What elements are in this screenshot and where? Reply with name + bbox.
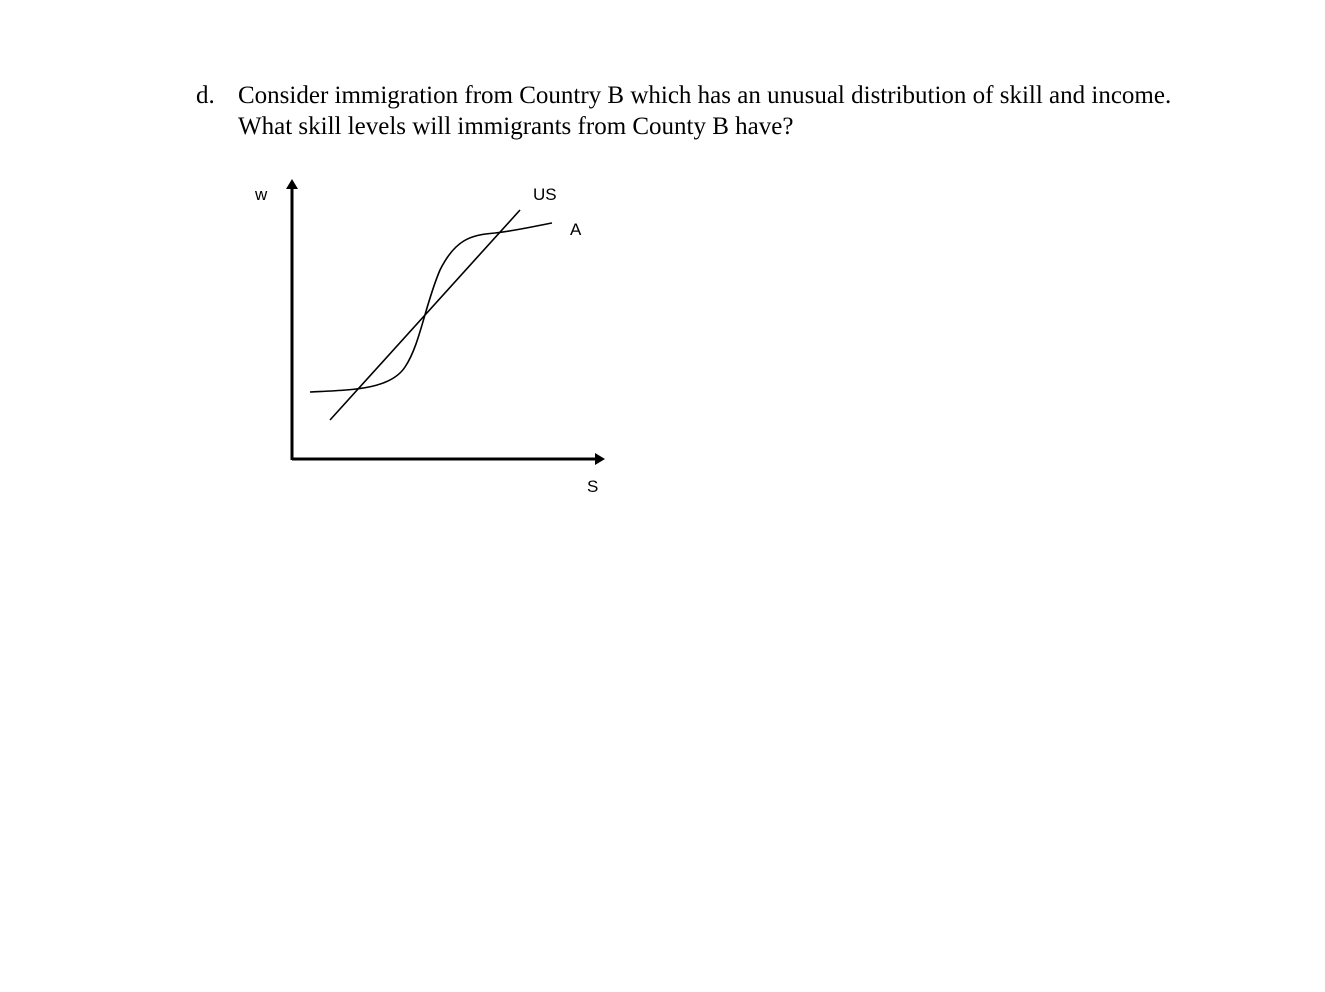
x-axis-arrow-icon	[595, 453, 605, 465]
x-axis-label: S	[587, 477, 599, 496]
y-axis-arrow-icon	[286, 179, 298, 189]
line-label-us: US	[533, 185, 557, 204]
skill-wage-diagram	[230, 165, 630, 510]
question-line-1: Consider immigration from Country B which has an unusual distribution of skill and income.	[238, 82, 1172, 109]
question-marker: d.	[196, 82, 215, 109]
question-text	[238, 80, 1258, 142]
y-axis-label: w	[255, 185, 268, 204]
curve-label-a: A	[570, 220, 582, 239]
question-line-2: What skill levels will immigrants from County B have?	[238, 113, 794, 140]
